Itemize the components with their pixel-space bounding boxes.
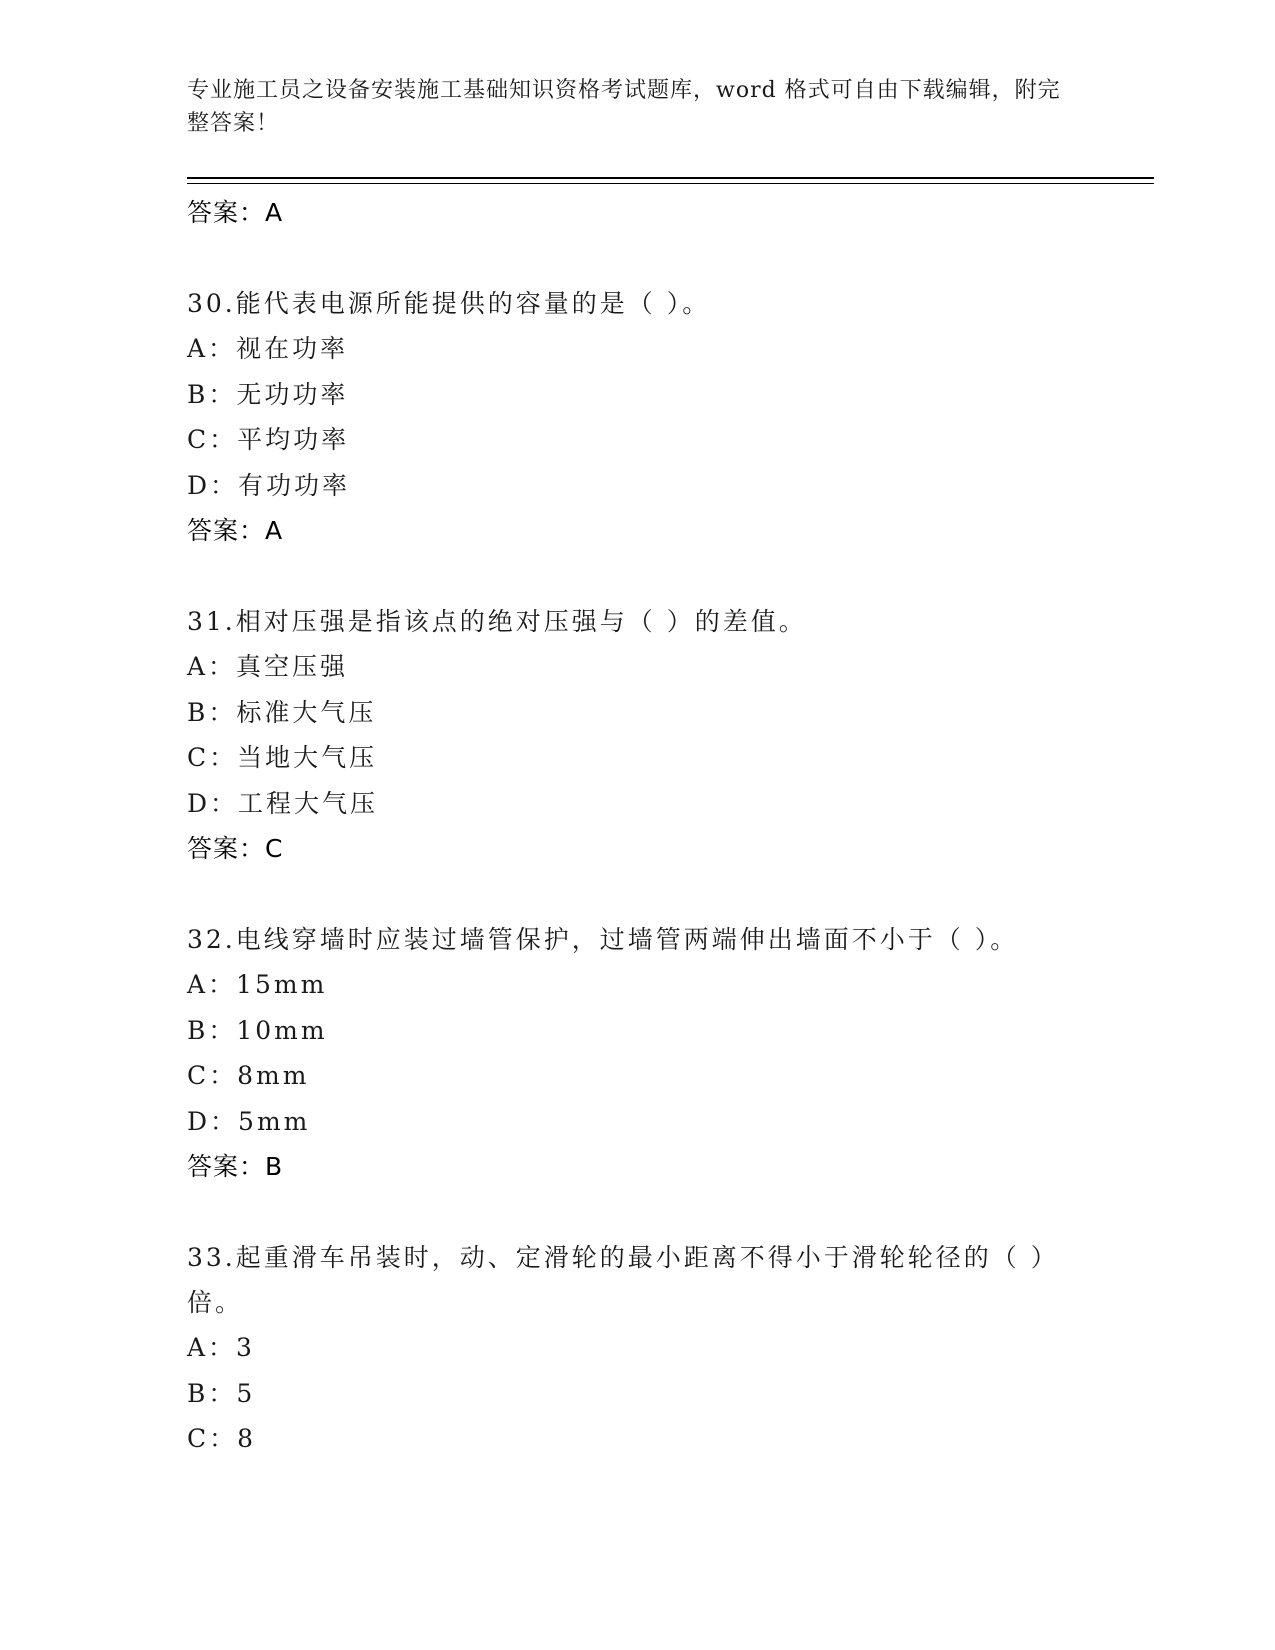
option-d: D：有功功率 bbox=[187, 470, 351, 500]
question-stem: 31.相对压强是指该点的绝对压强与（ ）的差值。 bbox=[187, 607, 807, 636]
question-item bbox=[187, 917, 1067, 1189]
option-d: D：工程大气压 bbox=[187, 788, 379, 818]
option-a: A：15mm bbox=[187, 970, 328, 999]
option-c: C：8 bbox=[187, 1424, 257, 1453]
option-b: B：无功功率 bbox=[187, 379, 349, 409]
option-a: A：视在功率 bbox=[187, 334, 349, 363]
document-header: 专业施工员之设备安装施工基础知识资格考试题库，word 格式可自由下载编辑，附完整答案！ bbox=[187, 78, 1061, 136]
header-divider bbox=[187, 177, 1154, 179]
option-a: A：真空压强 bbox=[187, 652, 349, 681]
question-stem: 32.电线穿墙时应装过墙管保护，过墙管两端伸出墙面不小于（ ）。 bbox=[187, 925, 1019, 954]
option-d: D：5mm bbox=[187, 1106, 311, 1136]
question-stem: 33.起重滑车吊装时，动、定滑轮的最小距离不得小于滑轮轮径的（ ）倍。 bbox=[187, 1243, 1059, 1317]
question-list bbox=[187, 190, 1067, 1462]
option-b: B：标准大气压 bbox=[187, 697, 377, 727]
answer-line: 答案：B bbox=[187, 1152, 284, 1181]
option-c: C：平均功率 bbox=[187, 425, 350, 454]
question-item bbox=[187, 1235, 1067, 1462]
question-item bbox=[187, 281, 1067, 553]
option-a: A：3 bbox=[187, 1333, 255, 1362]
header-divider-thin bbox=[187, 183, 1154, 184]
option-b: B：10mm bbox=[187, 1015, 328, 1045]
question-stem: 30.能代表电源所能提供的容量的是（ ）。 bbox=[187, 289, 711, 318]
question-item bbox=[187, 599, 1067, 871]
answer-line: 答案：A bbox=[187, 198, 284, 227]
option-b: B：5 bbox=[187, 1378, 256, 1408]
option-c: C：当地大气压 bbox=[187, 743, 378, 772]
answer-line: 答案：A bbox=[187, 516, 284, 545]
answer-line: 答案：C bbox=[187, 834, 284, 863]
option-c: C：8mm bbox=[187, 1061, 310, 1090]
